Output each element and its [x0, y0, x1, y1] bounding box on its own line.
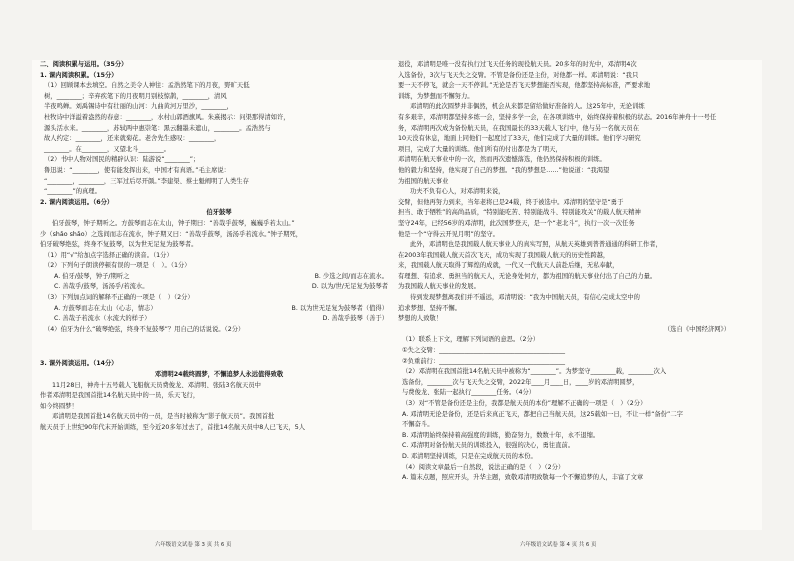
article-line: 他是一个“守得云开见月明”的坚守。 [398, 230, 499, 238]
q3-option-a[interactable]: A. 邓清明无论是备份，还是后来真正飞天，都把自己当航天员，这25载如一日，不让一样“备份”二字 [402, 410, 683, 418]
option-a[interactable]: A. 伯牙/鼓琴，钟子/期听之 [54, 272, 130, 280]
article-line: 邓清明的此次圆梦并非偶然，机会从来都是留给做好准备的人。这25年中，无论训练 [410, 103, 645, 111]
article-line: 如今终圆梦！ [40, 402, 78, 410]
passage-line: 少（shǎo shǎo）之选间而志在流水，钟子期又曰：“善哉乎鼓琴，汤汤乎若流水。”钟子期死， [40, 230, 303, 238]
q2-sub3-options-cd [40, 314, 398, 325]
q3-option-b[interactable]: B. 邓清明始终保持着高强度的训练，勤奋努力，数数十年，永不退缩。 [402, 431, 600, 439]
article-line: 作者邓清明是我国首批14名航天员中的一员，乐天飞行， [40, 392, 200, 400]
article-line: 此外，邓清明也是我国载人航天事业人的真实写照，从航天英雄到普普通通的科研工作者， [410, 241, 662, 249]
q2b: 选备份，________次与飞天失之交臂，2022年____月____日，____岁的邓清明圆梦， [402, 378, 639, 386]
article-line: 11月28日，神舟十五号载人飞船航天员费俊龙、邓清明、张陆3名航天员中 [52, 381, 261, 389]
q1-line: 源头活水来。________，苏轼两中惠崇笔：黑云翻墨未遮山，________。孟浩然与 [44, 124, 271, 132]
q1-line: 鲁迅说：“________，使有能发挥出来，中国才有真语。”毛主席说： [44, 166, 230, 174]
source-note: （选自《中国经济网》） [663, 325, 730, 333]
article-line: 担当、敢于牺牲”的高尚品质，“特别能吃苦、特别能战斗、特别能攻关”的载人航天精神 [398, 209, 641, 217]
article-line: 他的毅力和坚持，他实现了自己的梦想。“我的梦想是……”他说道：“我渴望 [398, 166, 610, 174]
article-line: 为我国载人航天事业的发展。 [398, 283, 480, 291]
article-line: 要一天不停飞，就会一天不停训。”无论是否飞天梦想能否实现，他都坚持高标准，严要求地 [398, 82, 650, 90]
q2-sub2-options-ab [40, 272, 398, 283]
q1-sub2: （2）书中人物对国民的精辟认识：陆游说“________”； [44, 156, 200, 164]
q1-sub1: （1）回顾课本去填空。自然之美令人神往：孟浩然笔下的月夜，野旷天低 [44, 82, 250, 90]
article-line: 为祖国的航天事业 [398, 177, 449, 185]
q1-line: “________”的真理。 [44, 188, 101, 196]
q1a[interactable]: ①失之交臂：________________________________________ [402, 347, 566, 355]
page-3-footer: 六年级语文试卷 第 3 页 共 6 页 [155, 542, 232, 548]
q2-sub2-options-cd [40, 282, 398, 293]
article-title: 邓清明24载终圆梦，不懈追梦人永远值得致敬 [154, 371, 284, 379]
q3-option-d[interactable]: D. 邓清明坚持训练，只是在完成航天员的本份。 [402, 452, 537, 460]
q1: （1）联系上下文，理解下列词语的意思。（2分） [402, 336, 540, 344]
article-line: 邓清明在航天事业中的一次，然而再次遗憾落选，他仍然保持积极的训练。 [398, 156, 606, 164]
page-4 [398, 60, 756, 484]
option-c[interactable]: C. 善哉子若流水（水流大的样子） [54, 315, 151, 323]
article-line: 入选备份，3次与飞天失之交臂。不管是备份还是主份，对他都一样。邓清明说：“我只 [398, 71, 639, 79]
q2-sub2: （2）下列句子朗读停顿有误的一项是（ ）。（1分） [44, 262, 191, 270]
article-line: 有多艰辛，邓清明都坚持多练一会，坚持多学一会，在各项训练中，始终保持着积极的状态。2016年神舟十一号任 [398, 113, 717, 121]
article-line: 追求梦想、坚持不懈。 [398, 304, 461, 312]
q2: （2）邓清明在我国首批14名航天员中被称为“________”。为梦坚守________载，________次入 [402, 368, 667, 376]
article-line: 交臂，但他再努力到来，当年老将已是24载，终于被选中。邓清明的坚守是“勇于 [398, 198, 624, 206]
section-title: 二、阅读积累与运用。（35分） [40, 61, 128, 68]
option-b[interactable]: B. 以为世无足复为鼓琴者（值得） [291, 304, 388, 312]
article-line: 航天员于上世纪90年代末开始训练，至今近20多年过去了，首批14名航天员中8人已飞天，5人 [40, 424, 306, 431]
q1-line: ________。在________，又望北斗________。 [44, 145, 170, 153]
q2-sub3: （3）下列加点词的解释不正确的一项是（ ）（2分） [44, 294, 194, 302]
q3-option-a-cont: 不懈奋斗。 [402, 421, 434, 429]
article-line: 务，邓清明再次成为备份航天员，在我国最长的33天载人飞行中，他与另一名航天员在 [398, 124, 639, 132]
q1-line: 半夜鸣蝉。刘禹锡诗中有壮丽的山河：九曲黄河万里沙，________， [44, 103, 233, 111]
passage-line: 伯牙鼓琴，钟子期听之。方鼓琴而志在太山，钟子期曰：“善哉乎鼓琴，巍巍乎若太山。” [52, 219, 295, 227]
q2-sub1: （1）用“√”给加点字选择正确的读音。（1分） [44, 251, 173, 259]
option-a[interactable]: A. 方鼓琴而志在太山（心志，情志） [54, 304, 157, 312]
article-line: 梦想的人致敬！ [398, 315, 443, 323]
option-d[interactable]: D. 善哉乎鼓琴（善于） [322, 315, 388, 323]
q4: （4）阅读文章最后一自然段，说法正确的是（ ）（2分） [402, 463, 565, 471]
q1-line: 杜牧诗中洋溢着盎然的春意：________，水村山郭酒旗风。朱熹揭示：问渠那得清如许， [44, 113, 290, 121]
article-line: 在2003年我国载人航天首次飞天，成功实现了我国载人航天的历史性跨越， [398, 251, 610, 259]
option-b[interactable]: B. 少选之间/而志在流水。 [314, 272, 388, 280]
article-line: 坚守24年，已经56岁的邓清明，此次国梦登天，是一个“老北斗”，执行一次一次任务 [398, 219, 635, 227]
article-line: 10天没有休息，地面上同他们一起度过了33天，他们完成了大量的训练。他们学习研究 [398, 135, 641, 143]
q3-title: 3. 课外阅读运用。（14分） [40, 360, 118, 368]
article-line: 待到发现梦想离我们并不遥远，邓清明说：“我为中国航天员，有信心完成太空中的 [410, 294, 640, 302]
article-line: 功夫不负有心人，对邓清明来说， [410, 188, 505, 196]
q2-sub4: （4）伯牙为什么“破琴绝弦，终身不复鼓琴”？用自己的话说说。（2分） [44, 325, 245, 333]
q2-title: 2. 课内阅读运用。（6分） [40, 198, 114, 206]
passage-title: 伯牙鼓琴 [206, 209, 232, 217]
q1-line: 故人约定：________，还来就菊花。老舍先生感叹：________， [44, 135, 221, 143]
q1b[interactable]: ②负重前行：________________________________________ [402, 357, 566, 365]
article-line: 项目，完成了大量的训练。他们所有的付出都是为了明天， [398, 145, 562, 153]
article-line: 邓清明是我国首批14名航天员中的一员，是当时被称为“影子航天员”。我国首批 [52, 413, 275, 421]
option-d[interactable]: D. 以为/世/无足复为鼓琴者 [311, 283, 388, 291]
article-line: 训练，为梦想而不懈努力。 [398, 92, 474, 100]
q1-line: 树，________；辛弃疾笔下的月夜明月别枝惊鹊，________，清风 [44, 92, 227, 100]
page-4-footer: 六年级语文试卷 第 4 页 共 6 页 [520, 542, 597, 548]
passage-line: 伯牙破琴绝弦，终身不复鼓琴，以为世无足复为鼓琴者。 [40, 241, 198, 249]
q1-title: 1. 课内阅读积累。（15分） [40, 71, 118, 79]
article-line: 退役，邓清明是唯一没有执行过飞天任务的现役航天员。20多年的时光中，邓清明4次 [398, 61, 637, 68]
answer-space[interactable] [40, 335, 398, 359]
page-3 [40, 60, 398, 434]
q3: （3）对“不管是备份还是主份，我都是航天员的本份”理解不正确的一项是（ ）（2分） [402, 400, 647, 407]
article-line: 有理想、有追求、勇担当的航天人，无论身处何方，都为祖国的航天事业付出了自己的力量。 [398, 272, 657, 280]
article-line: 来，我国载人航天取得了辉煌的成就，一代又一代航天人前赴后继，无私奉献， [398, 262, 619, 270]
q3-option-c[interactable]: C. 邓清明对备份航天员的训练投入，很强的决心，勇往直前。 [402, 442, 575, 450]
q2c: 与费俊龙、张陆一起执行________任务。（4分） [402, 389, 536, 397]
q2-sub3-options-ab [40, 304, 398, 315]
option-c[interactable]: C. 善哉乎/鼓琴，汤汤乎/若流水。 [54, 283, 149, 291]
q1-line: “________，________，三军过后尽开颜。”李建渠、蔡士魁阐明了人类生存 [44, 177, 249, 185]
q4-option-a[interactable]: A. 篇末点题，照应开头，升华主题，致敬邓清明致敬每一个不懈追梦的人，丰富了文章 [402, 474, 644, 482]
